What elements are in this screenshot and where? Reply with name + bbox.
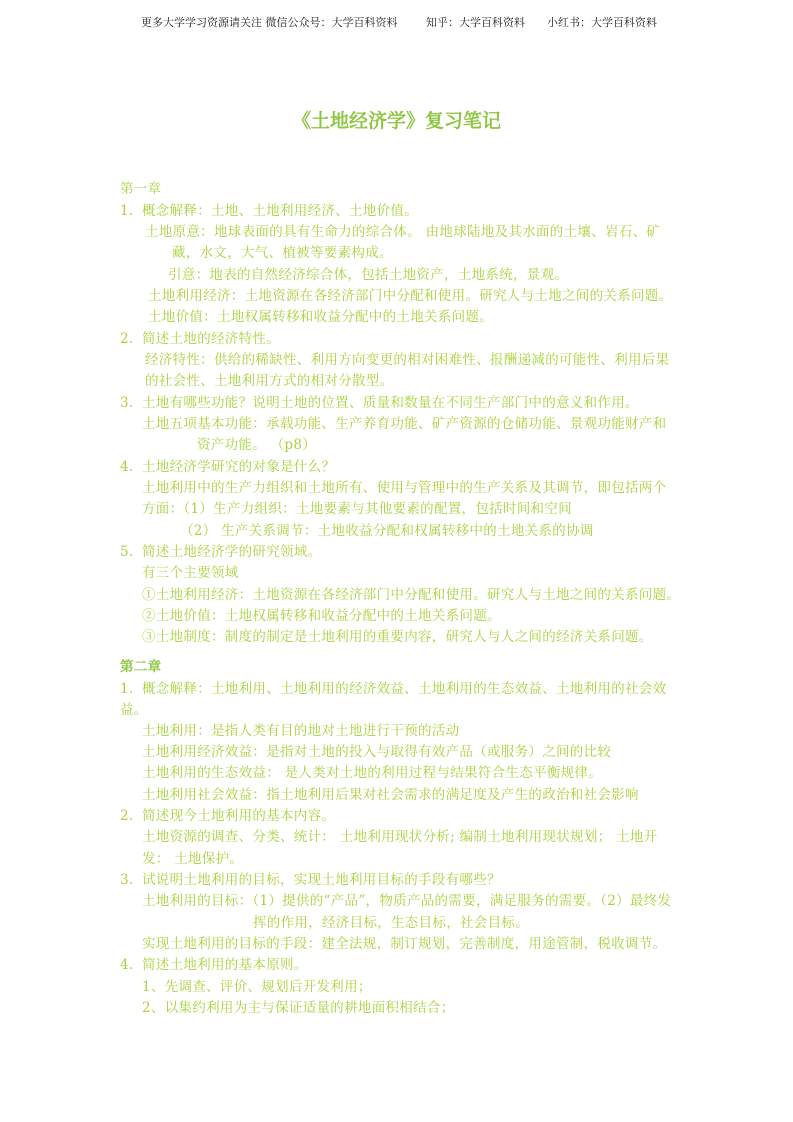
answer-line: 土地利用经济：土地资源在各经济部门中分配和使用。研究人与土地之间的关系问题。 <box>148 288 673 304</box>
answer-line: 土地五项基本功能：承载功能、生产养育功能、矿产资源的仓储功能、景观功能财产和 <box>142 416 667 432</box>
question-text: 土地经济学研究的对象是什么？ <box>142 459 336 475</box>
answer-line: ③土地制度：制度的制定是土地利用的重要内容，研究人与人之间的经济关系问题。 <box>142 629 653 645</box>
question-number: 3. <box>120 872 134 888</box>
question-text: 概念解释：土地、土地利用经济、土地价值。 <box>142 203 418 219</box>
answer-line: 资产功能。 （p8） <box>197 437 317 453</box>
question-number: 3. <box>120 395 134 411</box>
question-number: 5. <box>120 544 134 560</box>
document-title: 《土地经济学》复习笔记 <box>291 110 501 132</box>
answer-line: 土地利用：是指人类有目的地对土地进行干预的活动 <box>142 723 460 739</box>
question <box>120 395 639 411</box>
answer-line: 的社会性、土地利用方式的相对分散型。 <box>145 373 394 389</box>
question-number: 1. <box>120 203 134 219</box>
question <box>120 459 335 475</box>
answer-line: 引意：地表的自然经济综合体，包括土地资产，土地系统，景观。 <box>168 267 569 283</box>
question-text-continued: 益。 <box>120 702 148 718</box>
question-number: 4. <box>120 459 134 475</box>
question-number: 2. <box>120 331 134 347</box>
answer-line: 土地利用的目标：（1）提供的“产品”，物质产品的需要，满足服务的需要。（2）最终发 <box>142 893 672 909</box>
answer-line: 方面：（1）生产力组织：土地要素与其他要素的配置，包括时间和空间 <box>142 501 572 517</box>
answer-line: 土地利用中的生产力组织和土地所有、使用与管理中的生产关系及其调节，即包括两个 <box>142 480 667 496</box>
answer-line: 藏，水文，大气、植被等要素构成。 <box>172 245 393 261</box>
question-text: 简述土地利用的基本原则。 <box>142 957 308 973</box>
header-wechat: 更多大学学习资源请关注 微信公众号：大学百科资料 <box>141 16 398 29</box>
answer-line: 土地价值：土地权属转移和收益分配中的土地关系问题。 <box>148 309 493 325</box>
question <box>120 331 280 347</box>
question-text: 概念解释：土地利用、土地利用的经济效益、土地利用的生态效益、土地利用的社会效 <box>142 681 667 697</box>
question <box>120 681 666 697</box>
answer-line: 土地资源的调查、分类、统计： 土地利用现状分析; 编制土地利用现状规划； 土地开 <box>142 829 658 845</box>
answer-line: ②土地价值：土地权属转移和收益分配中的土地关系问题。 <box>142 608 501 624</box>
question <box>120 808 335 824</box>
answer-line: 土地原意：地球表面的具有生命力的综合体。 由地球陆地及其水面的土壤、岩石、矿 <box>145 224 661 240</box>
answer-line: 土地利用经济效益：是指对土地的投入与取得有效产品（或服务）之间的比较 <box>142 744 612 760</box>
question-text: 土地有哪些功能？说明土地的位置、质量和数量在不同生产部门中的意义和作用。 <box>142 395 639 411</box>
answer-line: 2、以集约利用为主与保证适量的耕地面积相结合； <box>142 1000 455 1016</box>
question-text: 试说明土地利用的目标，实现土地利用目标的手段有哪些？ <box>142 872 501 888</box>
answer-line: 发： 土地保护。 <box>142 851 244 867</box>
answer-line: 1、先调查、评价、规划后开发利用； <box>142 979 372 995</box>
header-xiaohongshu: 小红书：大学百科资料 <box>547 16 657 29</box>
question-number: 4. <box>120 957 134 973</box>
chapter-1-heading: 第一章 <box>120 181 162 197</box>
chapter-2-heading: 第二章 <box>120 659 162 675</box>
answer-line: 有三个主要领域 <box>142 565 239 581</box>
question <box>120 544 321 560</box>
question-text: 简述土地经济学的研究领域。 <box>142 544 322 560</box>
header-zhihu: 知乎：大学百科资料 <box>426 16 525 29</box>
question-text: 简述现今土地利用的基本内容。 <box>142 808 336 824</box>
answer-line: 土地利用的生态效益： 是人类对土地的利用过程与结果符合生态平衡规律。 <box>142 765 602 781</box>
question <box>120 203 418 219</box>
page-header <box>0 14 793 66</box>
answer-line: （2） 生产关系调节：土地收益分配和权属转移中的土地关系的协调 <box>180 523 594 539</box>
answer-line: 挥的作用，经济目标，生态目标，社会目标。 <box>253 915 529 931</box>
answer-line: ①土地利用经济：土地资源在各经济部门中分配和使用。研究人与土地之间的关系问题。 <box>142 587 681 603</box>
question <box>120 957 308 973</box>
question-number: 1. <box>120 681 134 697</box>
question-text: 简述土地的经济特性。 <box>142 331 280 347</box>
answer-line: 土地利用社会效益：指土地利用后果对社会需求的满足度及产生的政治和社会影响 <box>142 787 639 803</box>
answer-line: 经济特性：供给的稀缺性、利用方向变更的相对困难性、报酬递减的可能性、利用后果 <box>145 352 670 368</box>
answer-line: 实现土地利用的目标的手段：建全法规，制订规划，完善制度，用途管制，税收调节。 <box>142 936 667 952</box>
question <box>120 872 501 888</box>
question-number: 2. <box>120 808 134 824</box>
